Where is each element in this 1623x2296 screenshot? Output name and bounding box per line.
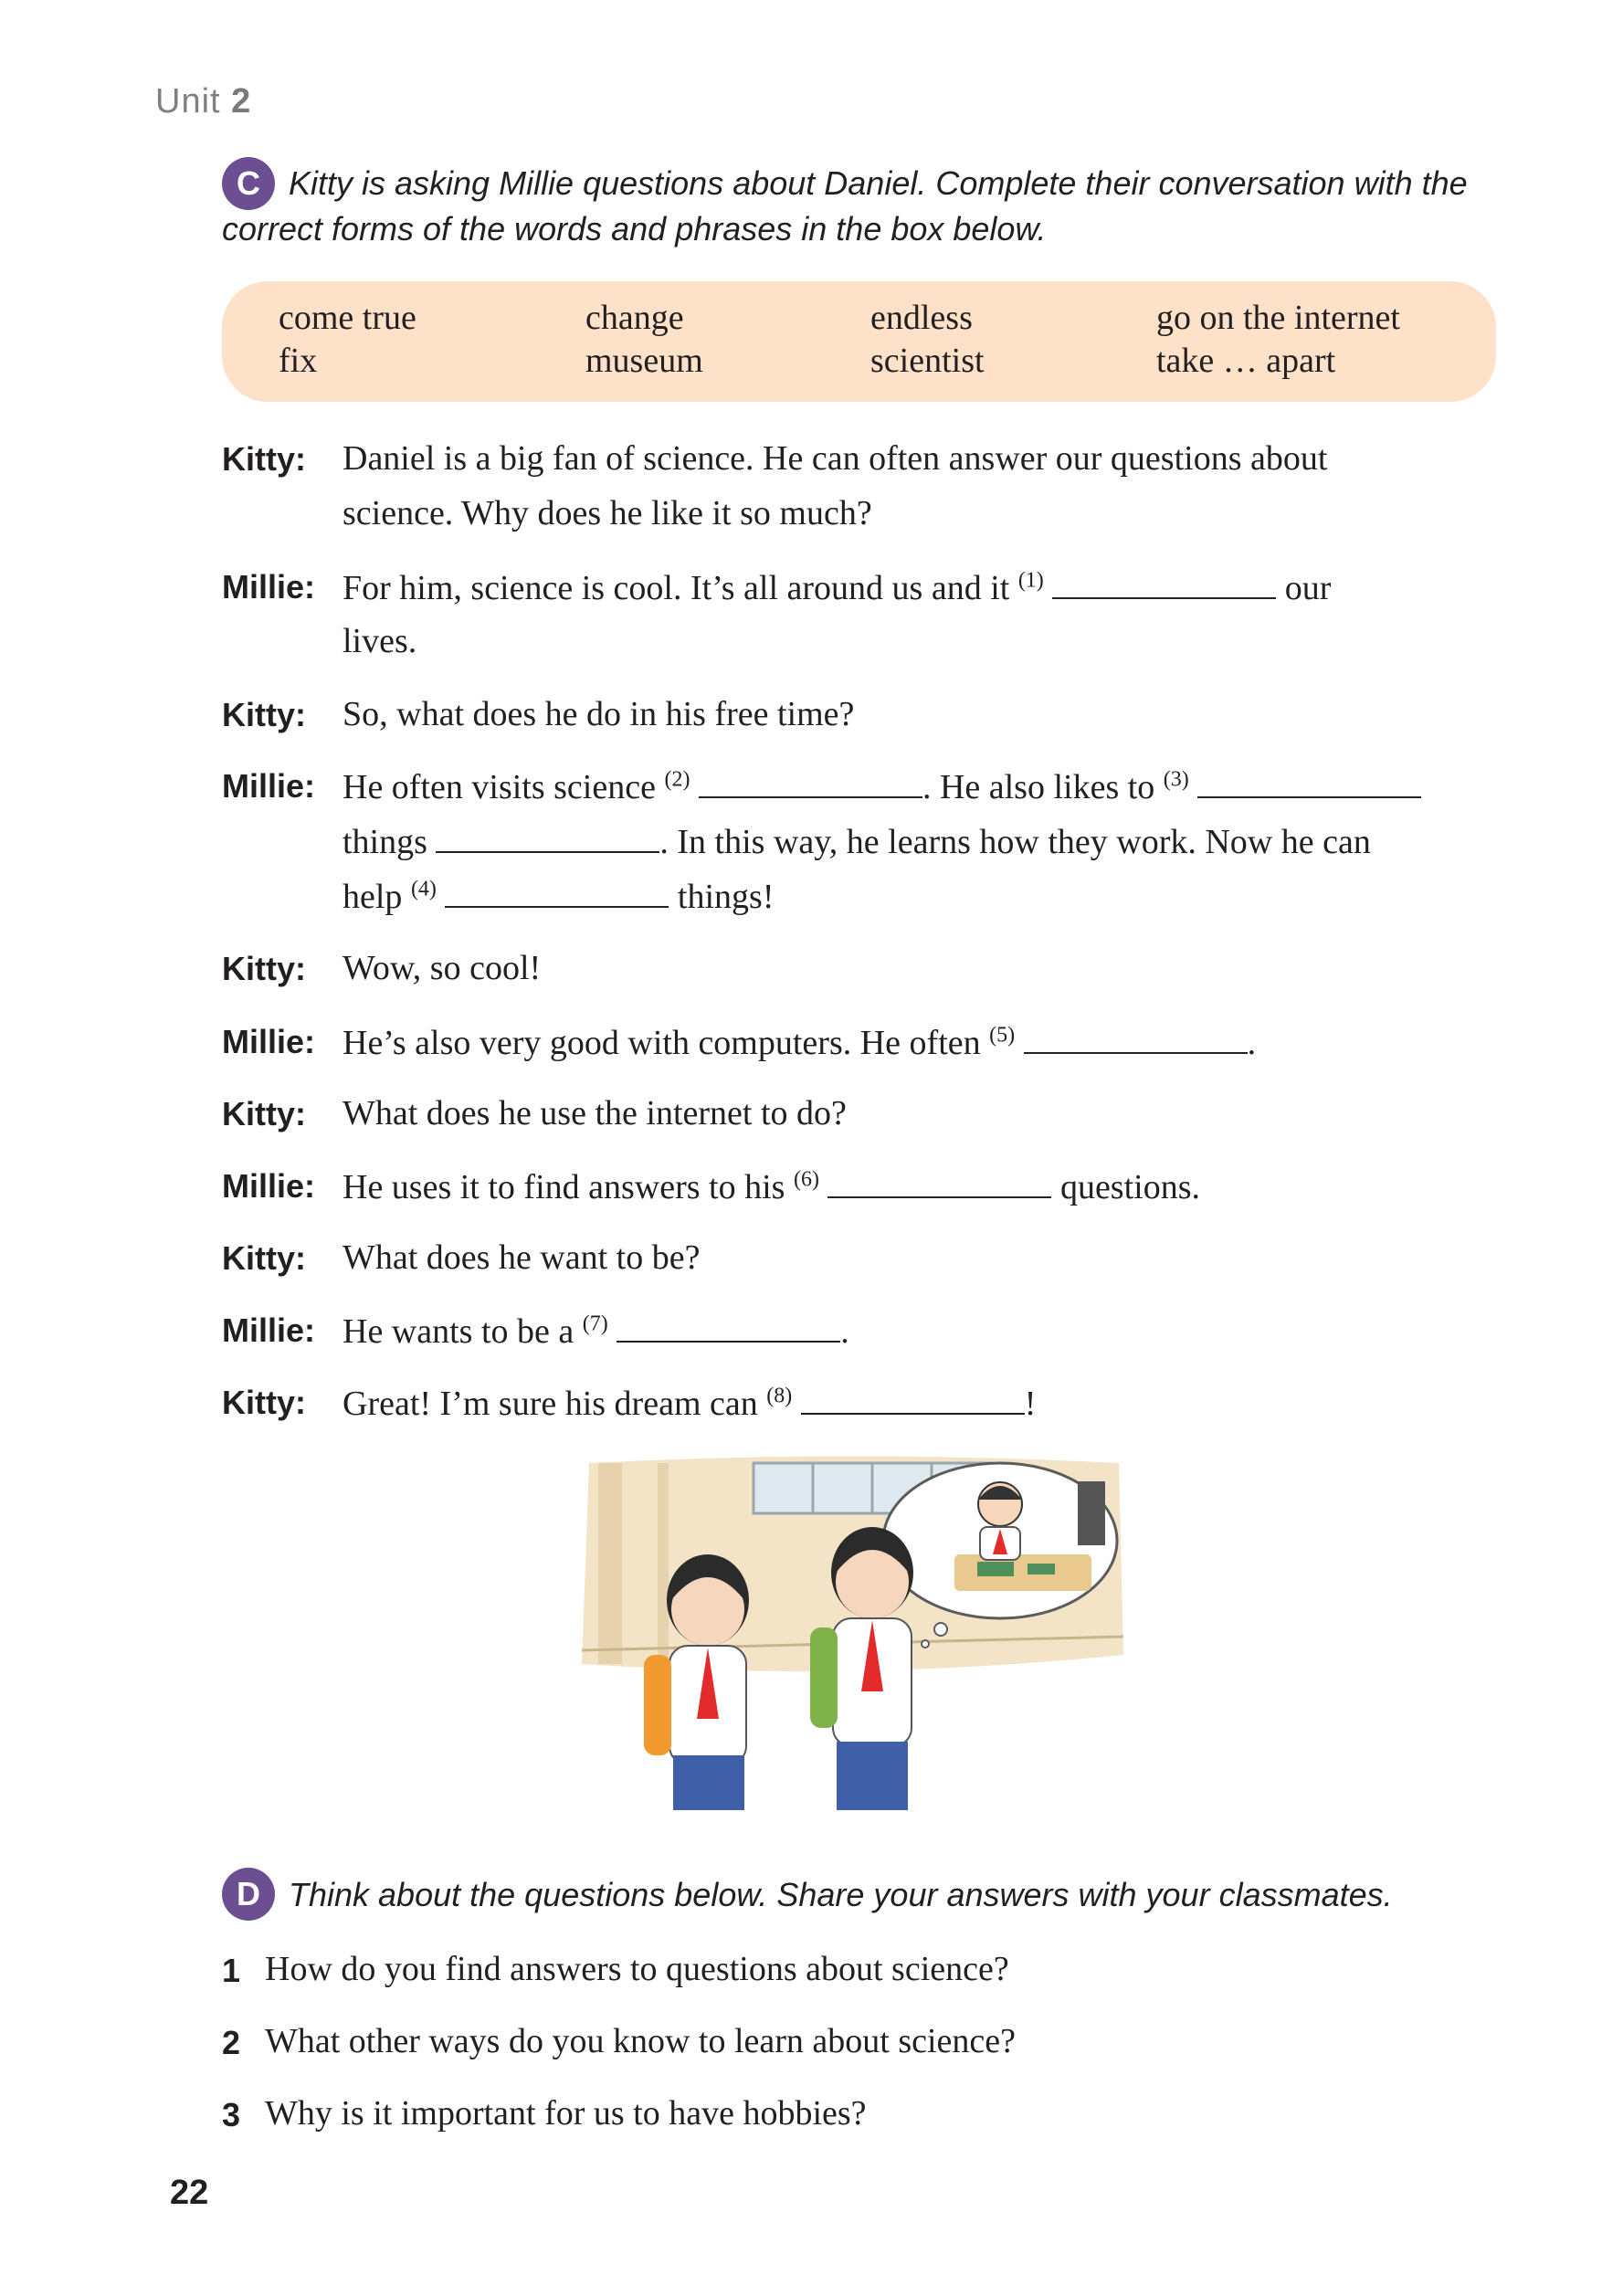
dialogue-line: Wow, so cool! [343, 949, 542, 987]
speaker-kitty: Kitty: [222, 950, 306, 987]
question-number: 3 [222, 2096, 241, 2133]
dialogue-line: For him, science is cool. It’s all around us and it $^{(1)}$ our [343, 566, 1331, 608]
unit-label [155, 82, 251, 121]
speaker-millie: Millie: [222, 767, 316, 805]
question-text: What other ways do you know to learn about science? [265, 2022, 1017, 2060]
dialogue-line: He wants to be a $^{(7)}$ . [343, 1310, 849, 1352]
answer-blank-3b[interactable] [436, 820, 659, 853]
speaker-millie: Millie: [222, 1167, 316, 1205]
dialogue-line: He often visits science $^{(2)}$ . He also likes to $^{(3)}$ [343, 765, 1421, 807]
speaker-millie: Millie: [222, 568, 316, 606]
dialogue-line: lives. [343, 622, 417, 660]
answer-blank-6[interactable] [827, 1165, 1051, 1198]
dialogue-line: So, what does he do in his free time? [343, 695, 855, 733]
question-number: 2 [222, 2024, 241, 2061]
question-number: 1 [222, 1952, 241, 1989]
page-number: 22 [170, 2174, 209, 2212]
word-box-item: change [585, 299, 684, 337]
word-box-item: museum [585, 342, 703, 380]
word-box [222, 281, 1496, 402]
blank-number: (2) [664, 767, 690, 792]
unit-word: Unit [155, 82, 221, 121]
section-d-badge: D [222, 1868, 275, 1921]
dialogue-line: things . In this way, he learns how they work. Now he can [343, 820, 1371, 862]
speaker-kitty: Kitty: [222, 696, 306, 733]
question-text: How do you find answers to questions about science? [265, 1950, 1009, 1988]
dialogue-line: What does he want to be? [343, 1238, 701, 1277]
blank-number: (1) [1017, 568, 1044, 593]
blank-number: (7) [582, 1311, 608, 1336]
word-box-item: come true [279, 299, 416, 337]
blank-number: (6) [793, 1167, 819, 1192]
dialogue-line: science. Why does he like it so much? [343, 494, 872, 532]
word-box-item: fix [279, 342, 318, 380]
answer-blank-3a[interactable] [1197, 765, 1421, 798]
illustration-girls-thinking [571, 1454, 1137, 1819]
blank-number: (3) [1163, 767, 1189, 792]
answer-blank-1[interactable] [1052, 566, 1276, 599]
dialogue-line: help $^{(4)}$ things! [343, 875, 774, 917]
blank-number: (5) [989, 1023, 1016, 1048]
speaker-kitty: Kitty: [222, 1239, 306, 1277]
speaker-millie: Millie: [222, 1023, 316, 1060]
speaker-millie: Millie: [222, 1311, 316, 1349]
dialogue-line: Daniel is a big fan of science. He can often answer our questions about [343, 439, 1328, 478]
answer-blank-8[interactable] [801, 1382, 1025, 1415]
section-d-instruction: Think about the questions below. Share your answers with your classmates. [289, 1876, 1393, 1913]
blank-number: (8) [766, 1384, 793, 1408]
word-box-item: scientist [870, 342, 985, 380]
speaker-kitty: Kitty: [222, 1384, 306, 1421]
answer-blank-4[interactable] [445, 875, 669, 908]
word-box-item: endless [870, 299, 973, 337]
question-text: Why is it important for us to have hobbies? [265, 2094, 867, 2133]
word-box-item: take … apart [1156, 342, 1336, 380]
section-c-instruction-line1: Kitty is asking Millie questions about Daniel. Complete their conversation with the [289, 164, 1468, 202]
answer-blank-5[interactable] [1024, 1021, 1248, 1054]
unit-number: 2 [231, 82, 252, 121]
word-box-item: go on the internet [1156, 299, 1400, 337]
speaker-kitty: Kitty: [222, 1095, 306, 1132]
section-c-instruction-line2: correct forms of the words and phrases in the box below. [222, 210, 1047, 248]
speaker-kitty: Kitty: [222, 440, 306, 478]
answer-blank-7[interactable] [617, 1310, 840, 1343]
dialogue-line: He’s also very good with computers. He often $^{(5)}$ . [343, 1021, 1256, 1063]
section-c-badge: C [222, 157, 275, 210]
blank-number: (4) [410, 877, 437, 901]
dialogue-line: What does he use the internet to do? [343, 1094, 847, 1132]
dialogue-line: He uses it to find answers to his $^{(6)}$ questions. [343, 1165, 1200, 1207]
answer-blank-2[interactable] [699, 765, 922, 798]
dialogue-line: Great! I’m sure his dream can $^{(8)}$ ! [343, 1382, 1036, 1424]
